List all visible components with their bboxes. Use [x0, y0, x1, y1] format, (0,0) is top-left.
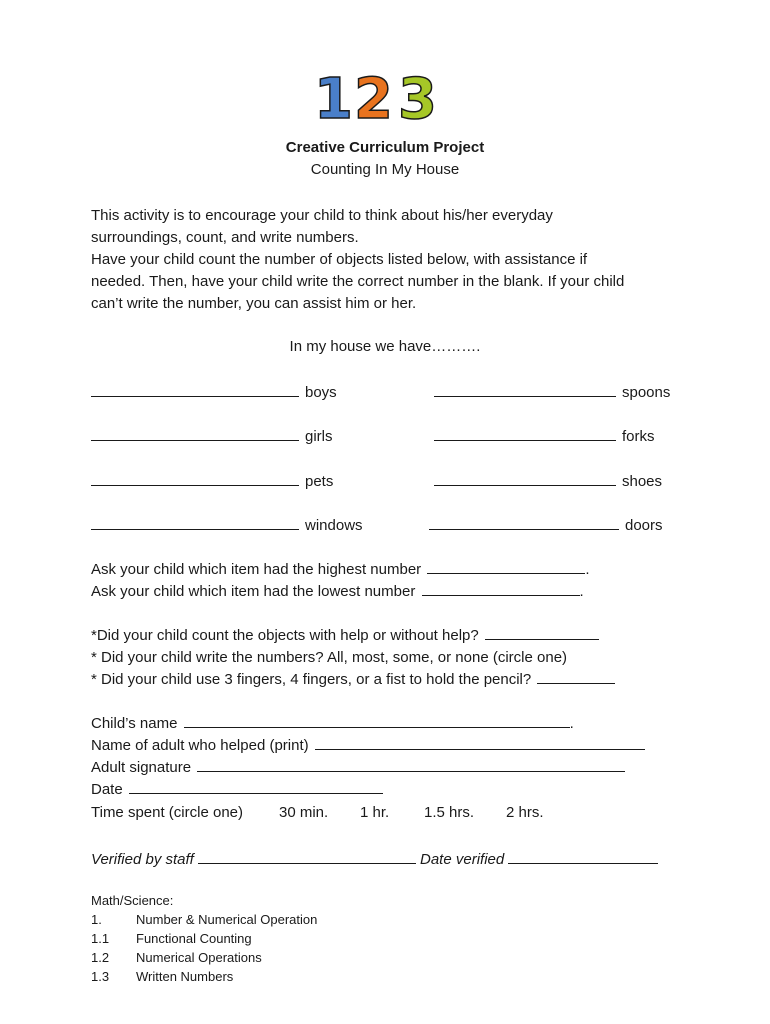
help-question [91, 625, 599, 647]
item-row [91, 471, 333, 490]
question-text: Ask your child which item had the highest number [91, 561, 422, 578]
intro-paragraph [91, 205, 691, 315]
intro-line: needed. Then, have your child write the correct number in the blank. If your child [91, 273, 625, 290]
count-blank[interactable] [434, 382, 616, 397]
staff-verification [91, 849, 664, 868]
time-option[interactable]: 1.5 hrs. [424, 804, 475, 821]
count-blank[interactable] [91, 471, 299, 486]
time-option[interactable]: 2 hrs. [506, 804, 544, 821]
count-blank[interactable] [434, 426, 616, 441]
time-spent-field [91, 802, 544, 824]
item-row [434, 471, 662, 490]
logo-digit-1: 1 [314, 67, 353, 124]
lowest-question: Ask your child which item had the lowest number . [91, 583, 584, 600]
answer-blank[interactable] [537, 669, 615, 684]
time-option[interactable]: 1 hr. [360, 804, 390, 821]
page-subtitle: Counting In My House [310, 161, 460, 178]
answer-blank[interactable] [422, 581, 580, 596]
standard-label: Written Numbers [136, 969, 234, 984]
standard-item [91, 950, 262, 965]
time-option[interactable]: 30 min. [279, 804, 329, 821]
question-text: Ask your child which item had the lowest number [91, 583, 416, 600]
standard-number: 1.3 [91, 969, 110, 984]
numbers-logo [310, 66, 440, 124]
intro-line: can’t write the number, you can assist him or her. [91, 295, 417, 312]
standard-item [91, 931, 252, 946]
item-label: windows [305, 517, 363, 534]
adult-name-field [91, 735, 645, 757]
item-label: shoes [622, 473, 663, 490]
item-label: forks [622, 428, 655, 445]
item-row [434, 426, 655, 445]
page-title: Creative Curriculum Project [285, 139, 485, 156]
count-blank[interactable] [91, 426, 299, 441]
standard-number: 1. [91, 912, 102, 927]
write-question [91, 647, 567, 669]
date-field [91, 779, 383, 801]
question-text: * Did your child write the numbers? All, most, some, or none (circle one) [91, 649, 568, 666]
standard-item [91, 969, 233, 984]
field-label: Child’s name [91, 715, 178, 732]
item-row [434, 382, 670, 401]
pencil-question [91, 669, 615, 691]
standard-item [91, 912, 317, 927]
question-text: * Did your child use 3 fingers, 4 fingers, or a fist to hold the pencil? [91, 671, 532, 688]
item-label: pets [305, 473, 334, 490]
child-name-field: Child’s name . [91, 715, 574, 732]
standard-label: Number & Numerical Operation [136, 912, 318, 927]
intro-line: This activity is to encourage your child to think about his/her everyday [91, 207, 553, 224]
answer-blank[interactable] [427, 559, 585, 574]
standards-heading: Math/Science: [91, 893, 174, 908]
item-row [91, 382, 337, 401]
answer-blank[interactable] [485, 625, 599, 640]
item-label: girls [305, 428, 333, 445]
field-label: Time spent (circle one) [91, 804, 243, 821]
field-label: Name of adult who helped (print) [91, 737, 309, 754]
standard-number: 1.2 [91, 950, 110, 965]
count-blank[interactable] [429, 515, 619, 530]
verified-blank[interactable] [198, 849, 416, 864]
field-label: Adult signature [91, 759, 192, 776]
item-row [91, 515, 363, 534]
field-label: Date [91, 781, 123, 798]
count-blank[interactable] [91, 515, 299, 530]
logo-digit-2: 2 [354, 67, 393, 124]
house-intro: In my house we have………. [289, 338, 481, 355]
item-row [91, 426, 333, 445]
item-label: doors [625, 517, 663, 534]
adult-signature-field [91, 757, 625, 779]
date-verified-blank[interactable] [508, 849, 658, 864]
logo-digit-3: 3 [398, 67, 437, 124]
standard-label: Functional Counting [136, 931, 252, 946]
highest-question: Ask your child which item had the highest number . [91, 561, 590, 578]
count-blank[interactable] [434, 471, 616, 486]
question-text: *Did your child count the objects with help or without help? [91, 627, 479, 644]
standard-number: 1.1 [91, 931, 110, 946]
verified-label: Verified by staff [91, 851, 194, 868]
intro-line: surroundings, count, and write numbers. [91, 229, 359, 246]
adult-name-blank[interactable] [315, 735, 645, 750]
item-label: spoons [622, 384, 671, 401]
child-name-blank[interactable] [184, 713, 570, 728]
adult-signature-blank[interactable] [197, 757, 625, 772]
date-verified-label: Date verified [420, 851, 505, 868]
item-row [429, 515, 663, 534]
item-label: boys [305, 384, 337, 401]
standard-label: Numerical Operations [136, 950, 262, 965]
intro-line: Have your child count the number of objects listed below, with assistance if [91, 251, 588, 268]
count-blank[interactable] [91, 382, 299, 397]
date-blank[interactable] [129, 779, 383, 794]
